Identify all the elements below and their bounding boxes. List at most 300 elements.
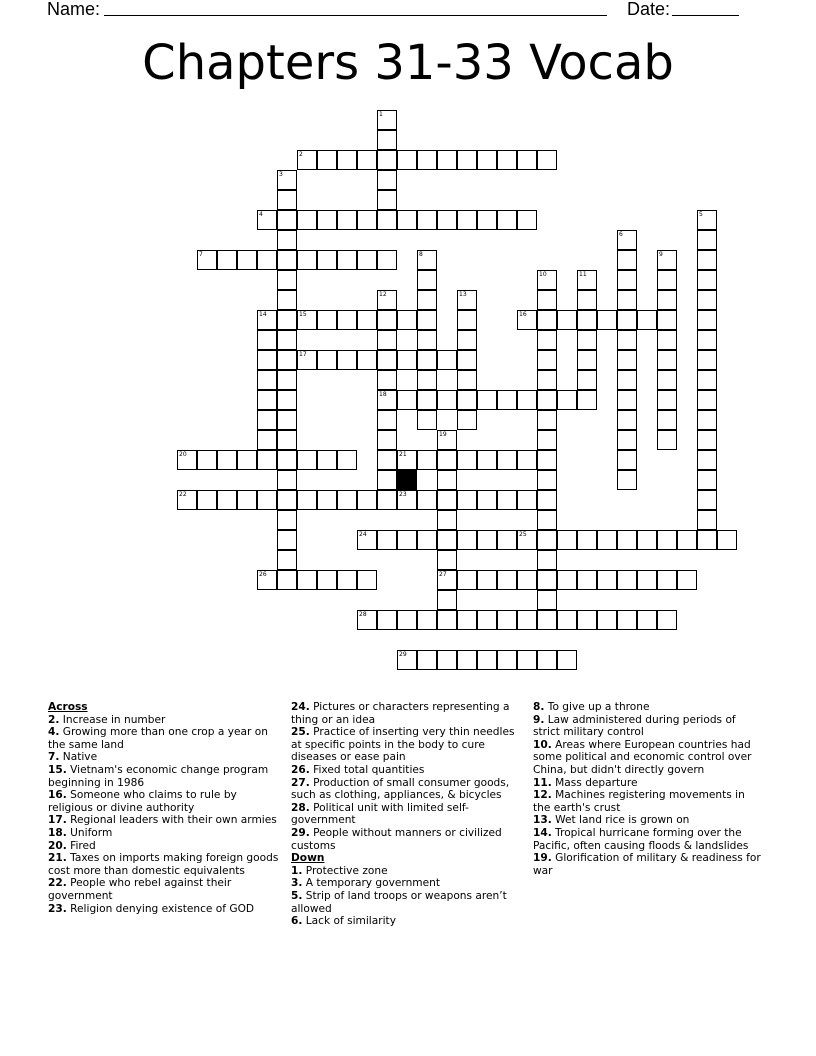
grid-cell[interactable] (237, 490, 257, 510)
grid-cell[interactable] (697, 530, 717, 550)
grid-cell[interactable] (417, 330, 437, 350)
grid-cell[interactable] (277, 350, 297, 370)
grid-cell[interactable] (257, 310, 277, 330)
grid-cell[interactable] (657, 370, 677, 390)
grid-cell[interactable] (697, 290, 717, 310)
grid-cell[interactable] (217, 250, 237, 270)
grid-cell[interactable] (217, 450, 237, 470)
grid-cell[interactable] (377, 150, 397, 170)
grid-cell[interactable] (197, 490, 217, 510)
clue-number: 27. (291, 776, 310, 789)
grid-cell[interactable] (697, 390, 717, 410)
grid-cell[interactable] (277, 410, 297, 430)
grid-cell[interactable] (537, 430, 557, 450)
grid-cell[interactable] (557, 570, 577, 590)
grid-cell[interactable] (317, 250, 337, 270)
grid-cell[interactable] (397, 650, 417, 670)
grid-cell[interactable] (537, 310, 557, 330)
grid-cell[interactable] (697, 430, 717, 450)
grid-cell[interactable] (277, 490, 297, 510)
grid-cell[interactable] (377, 250, 397, 270)
grid-cell[interactable] (697, 310, 717, 330)
grid-cell[interactable] (277, 330, 297, 350)
grid-cell[interactable] (517, 650, 537, 670)
grid-cell[interactable] (617, 370, 637, 390)
grid-cell[interactable] (377, 110, 397, 130)
grid-cell[interactable] (457, 390, 477, 410)
grid-cell[interactable] (617, 430, 637, 450)
grid-cell[interactable] (517, 570, 537, 590)
grid-cell[interactable] (577, 570, 597, 590)
grid-cell[interactable] (437, 570, 457, 590)
grid-cell[interactable] (437, 350, 457, 370)
grid-cell[interactable] (377, 210, 397, 230)
grid-cell[interactable] (697, 270, 717, 290)
grid-cell[interactable] (457, 370, 477, 390)
grid-cell[interactable] (617, 350, 637, 370)
grid-cell[interactable] (297, 490, 317, 510)
grid-cell[interactable] (477, 210, 497, 230)
grid-cell[interactable] (517, 530, 537, 550)
grid-cell[interactable] (617, 270, 637, 290)
grid-cell[interactable] (277, 230, 297, 250)
grid-cell[interactable] (437, 610, 457, 630)
grid-cell[interactable] (657, 530, 677, 550)
grid-cell[interactable] (637, 610, 657, 630)
grid-cell[interactable] (257, 490, 277, 510)
grid-cell[interactable] (537, 290, 557, 310)
grid-cell[interactable] (697, 410, 717, 430)
grid-cell[interactable] (277, 210, 297, 230)
grid-cell[interactable] (337, 310, 357, 330)
clue-number-label: 11 (579, 271, 587, 278)
grid-cell[interactable] (537, 350, 557, 370)
grid-cell[interactable] (277, 290, 297, 310)
grid-cell[interactable] (377, 450, 397, 470)
grid-cell[interactable] (377, 430, 397, 450)
grid-cell[interactable] (397, 210, 417, 230)
grid-cell[interactable] (277, 550, 297, 570)
grid-cell[interactable] (337, 570, 357, 590)
grid-cell[interactable] (537, 490, 557, 510)
grid-cell[interactable] (477, 610, 497, 630)
grid-cell[interactable] (417, 250, 437, 270)
grid-cell[interactable] (477, 570, 497, 590)
grid-cell[interactable] (317, 490, 337, 510)
grid-cell[interactable] (377, 530, 397, 550)
clue-number-label: 23 (399, 491, 407, 498)
clue-text: Areas where European countries had some political and economic control over China, but didn't directly govern (533, 738, 752, 776)
grid-cell[interactable] (257, 330, 277, 350)
grid-cell[interactable] (257, 410, 277, 430)
grid-cell[interactable] (617, 290, 637, 310)
grid-cell[interactable] (617, 310, 637, 330)
grid-cell[interactable] (357, 350, 377, 370)
grid-cell[interactable] (397, 450, 417, 470)
grid-cell[interactable] (417, 210, 437, 230)
grid-cell[interactable] (477, 450, 497, 470)
grid-cell[interactable] (457, 570, 477, 590)
grid-cell[interactable] (337, 250, 357, 270)
grid-cell[interactable] (277, 370, 297, 390)
grid-cell[interactable] (337, 350, 357, 370)
grid-cell[interactable] (697, 250, 717, 270)
grid-cell[interactable] (437, 390, 457, 410)
grid-cell[interactable] (317, 350, 337, 370)
grid-cell[interactable] (377, 330, 397, 350)
grid-cell[interactable] (257, 370, 277, 390)
grid-cell[interactable] (337, 150, 357, 170)
grid-cell[interactable] (497, 390, 517, 410)
grid-cell[interactable] (257, 390, 277, 410)
grid-cell[interactable] (657, 290, 677, 310)
grid-cell[interactable] (457, 650, 477, 670)
grid-cell[interactable] (357, 530, 377, 550)
across-clue (291, 802, 523, 827)
across-clue (291, 701, 523, 726)
grid-cell[interactable] (297, 570, 317, 590)
grid-cell[interactable] (437, 590, 457, 610)
down-heading: Down (291, 852, 325, 865)
grid-cell[interactable] (277, 430, 297, 450)
grid-cell[interactable] (457, 450, 477, 470)
grid-cell[interactable] (537, 610, 557, 630)
grid-cell[interactable] (457, 290, 477, 310)
grid-cell[interactable] (697, 330, 717, 350)
grid-cell[interactable] (617, 610, 637, 630)
grid-cell[interactable] (457, 410, 477, 430)
grid-cell[interactable] (637, 530, 657, 550)
grid-cell[interactable] (617, 410, 637, 430)
grid-cell[interactable] (697, 510, 717, 530)
grid-cell[interactable] (357, 250, 377, 270)
grid-cell[interactable] (437, 430, 457, 450)
grid-cell[interactable] (277, 190, 297, 210)
grid-cell[interactable] (617, 470, 637, 490)
grid-cell[interactable] (457, 150, 477, 170)
grid-cell[interactable] (237, 250, 257, 270)
grid-cell[interactable] (437, 470, 457, 490)
grid-cell[interactable] (657, 270, 677, 290)
clue-text: Protective zone (305, 864, 388, 877)
grid-cell[interactable] (397, 150, 417, 170)
grid-cell[interactable] (517, 150, 537, 170)
grid-cell[interactable] (197, 250, 217, 270)
grid-cell[interactable] (377, 490, 397, 510)
grid-cell[interactable] (657, 570, 677, 590)
grid-cell[interactable] (617, 230, 637, 250)
grid-cell[interactable] (357, 490, 377, 510)
grid-cell[interactable] (657, 610, 677, 630)
grid-cell[interactable] (277, 530, 297, 550)
grid-cell[interactable] (297, 310, 317, 330)
grid-cell[interactable] (537, 590, 557, 610)
grid-cell[interactable] (317, 150, 337, 170)
grid-cell[interactable] (497, 490, 517, 510)
grid-cell[interactable] (337, 450, 357, 470)
grid-cell[interactable] (277, 310, 297, 330)
grid-cell[interactable] (617, 250, 637, 270)
grid-cell[interactable] (277, 470, 297, 490)
grid-cell[interactable] (417, 530, 437, 550)
grid-cell[interactable] (577, 310, 597, 330)
grid-cell[interactable] (197, 450, 217, 470)
grid-cell[interactable] (437, 650, 457, 670)
grid-cell[interactable] (497, 610, 517, 630)
grid-cell[interactable] (417, 610, 437, 630)
grid-cell[interactable] (657, 410, 677, 430)
grid-cell[interactable] (697, 450, 717, 470)
grid-cell[interactable] (397, 310, 417, 330)
clue-number-label: 5 (699, 211, 703, 218)
grid-cell[interactable] (697, 370, 717, 390)
grid-cell[interactable] (417, 150, 437, 170)
grid-cell[interactable] (477, 390, 497, 410)
grid-cell[interactable] (317, 210, 337, 230)
grid-cell[interactable] (617, 450, 637, 470)
grid-cell[interactable] (377, 170, 397, 190)
grid-cell[interactable] (377, 390, 397, 410)
grid-cell[interactable] (277, 170, 297, 190)
grid-cell[interactable] (637, 570, 657, 590)
grid-cell[interactable] (457, 530, 477, 550)
grid-cell[interactable] (537, 470, 557, 490)
grid-cell[interactable] (257, 450, 277, 470)
grid-cell[interactable] (537, 270, 557, 290)
grid-cell[interactable] (537, 370, 557, 390)
grid-cell[interactable] (457, 310, 477, 330)
grid-cell[interactable] (257, 250, 277, 270)
grid-cell[interactable] (617, 330, 637, 350)
grid-cell[interactable] (637, 310, 657, 330)
grid-cell[interactable] (417, 410, 437, 430)
grid-cell[interactable] (317, 570, 337, 590)
grid-cell[interactable] (457, 610, 477, 630)
grid-cell[interactable] (277, 390, 297, 410)
clue-number: 7. (48, 751, 60, 764)
grid-cell[interactable] (417, 490, 437, 510)
clue-number: 24. (291, 701, 310, 713)
grid-cell[interactable] (357, 150, 377, 170)
grid-cell[interactable] (577, 290, 597, 310)
grid-cell[interactable] (697, 490, 717, 510)
grid-cell[interactable] (497, 570, 517, 590)
grid-cell[interactable] (437, 210, 457, 230)
grid-cell[interactable] (497, 650, 517, 670)
grid-cell[interactable] (577, 270, 597, 290)
grid-cell[interactable] (457, 350, 477, 370)
grid-cell[interactable] (517, 310, 537, 330)
grid-cell[interactable] (317, 450, 337, 470)
grid-cell[interactable] (397, 610, 417, 630)
grid-cell[interactable] (277, 570, 297, 590)
grid-cell[interactable] (257, 210, 277, 230)
grid-cell[interactable] (697, 210, 717, 230)
down-clue (291, 877, 523, 890)
grid-cell[interactable] (497, 450, 517, 470)
grid-cell[interactable] (577, 370, 597, 390)
grid-cell[interactable] (417, 290, 437, 310)
grid-cell[interactable] (497, 150, 517, 170)
grid-cell[interactable] (537, 390, 557, 410)
clue-text: Law administered during periods of strict military control (533, 713, 736, 739)
clue-text: To give up a throne (547, 701, 650, 713)
grid-cell[interactable] (357, 610, 377, 630)
grid-cell[interactable] (417, 270, 437, 290)
grid-cell[interactable] (357, 310, 377, 330)
grid-cell[interactable] (557, 530, 577, 550)
grid-cell[interactable] (577, 390, 597, 410)
grid-cell[interactable] (297, 350, 317, 370)
grid-cell[interactable] (217, 490, 237, 510)
grid-cell[interactable] (657, 250, 677, 270)
grid-cell[interactable] (537, 530, 557, 550)
grid-cell[interactable] (237, 450, 257, 470)
grid-cell[interactable] (577, 350, 597, 370)
grid-cell[interactable] (537, 410, 557, 430)
grid-cell[interactable] (417, 450, 437, 470)
grid-cell[interactable] (517, 390, 537, 410)
grid-cell[interactable] (617, 390, 637, 410)
grid-cell[interactable] (437, 450, 457, 470)
grid-cell[interactable] (517, 490, 537, 510)
grid-cell[interactable] (457, 330, 477, 350)
clue-number-label: 15 (299, 311, 307, 318)
grid-cell[interactable] (477, 530, 497, 550)
clue-number: 15. (48, 763, 67, 776)
grid-cell[interactable] (517, 210, 537, 230)
grid-cell[interactable] (257, 430, 277, 450)
grid-cell[interactable] (317, 310, 337, 330)
grid-cell[interactable] (277, 250, 297, 270)
grid-cell[interactable] (517, 450, 537, 470)
grid-cell[interactable] (377, 470, 397, 490)
date-label: Date: (627, 0, 671, 19)
down-clue (533, 739, 765, 777)
grid-cell[interactable] (277, 510, 297, 530)
grid-cell[interactable] (437, 510, 457, 530)
grid-cell[interactable] (437, 550, 457, 570)
grid-cell[interactable] (397, 390, 417, 410)
grid-cell[interactable] (337, 490, 357, 510)
grid-cell[interactable] (697, 230, 717, 250)
clue-number: 9. (533, 713, 545, 726)
grid-cell[interactable] (277, 450, 297, 470)
grid-cell[interactable] (457, 210, 477, 230)
grid-cell[interactable] (377, 410, 397, 430)
black-square (397, 470, 417, 490)
grid-cell[interactable] (697, 470, 717, 490)
grid-cell[interactable] (517, 610, 537, 630)
grid-cell[interactable] (677, 530, 697, 550)
grid-cell[interactable] (657, 330, 677, 350)
grid-cell[interactable] (557, 650, 577, 670)
grid-cell[interactable] (297, 210, 317, 230)
grid-cell[interactable] (597, 610, 617, 630)
grid-cell[interactable] (177, 450, 197, 470)
grid-cell[interactable] (357, 210, 377, 230)
grid-cell[interactable] (397, 490, 417, 510)
grid-cell[interactable] (417, 350, 437, 370)
grid-cell[interactable] (557, 310, 577, 330)
grid-cell[interactable] (537, 330, 557, 350)
grid-cell[interactable] (437, 530, 457, 550)
grid-cell[interactable] (437, 490, 457, 510)
grid-cell[interactable] (437, 150, 457, 170)
grid-cell[interactable] (537, 570, 557, 590)
grid-cell[interactable] (477, 650, 497, 670)
grid-cell[interactable] (657, 350, 677, 370)
grid-cell[interactable] (477, 490, 497, 510)
grid-cell[interactable] (697, 350, 717, 370)
grid-cell[interactable] (377, 370, 397, 390)
clue-number: 22. (48, 877, 67, 890)
grid-cell[interactable] (537, 150, 557, 170)
grid-cell[interactable] (417, 650, 437, 670)
grid-cell[interactable] (617, 530, 637, 550)
grid-cell[interactable] (377, 310, 397, 330)
grid-cell[interactable] (417, 310, 437, 330)
grid-cell[interactable] (557, 610, 577, 630)
grid-cell[interactable] (337, 210, 357, 230)
grid-cell[interactable] (297, 450, 317, 470)
clue-text: Uniform (70, 826, 113, 839)
grid-cell[interactable] (657, 310, 677, 330)
grid-cell[interactable] (577, 330, 597, 350)
grid-cell[interactable] (417, 390, 437, 410)
clue-text: Fixed total quantities (313, 763, 425, 776)
grid-cell[interactable] (717, 530, 737, 550)
grid-cell[interactable] (557, 390, 577, 410)
grid-cell[interactable] (677, 570, 697, 590)
grid-cell[interactable] (257, 350, 277, 370)
grid-cell[interactable] (537, 650, 557, 670)
grid-cell[interactable] (657, 430, 677, 450)
grid-cell[interactable] (377, 130, 397, 150)
grid-cell[interactable] (297, 150, 317, 170)
grid-cell[interactable] (497, 530, 517, 550)
grid-cell[interactable] (277, 270, 297, 290)
clue-text: Vietnam's economic change program beginning in 1986 (48, 763, 269, 789)
grid-cell[interactable] (177, 490, 197, 510)
grid-cell[interactable] (377, 290, 397, 310)
grid-cell[interactable] (537, 510, 557, 530)
grid-cell[interactable] (457, 490, 477, 510)
grid-cell[interactable] (657, 390, 677, 410)
grid-cell[interactable] (477, 150, 497, 170)
grid-cell[interactable] (397, 530, 417, 550)
clue-number: 18. (48, 826, 67, 839)
grid-cell[interactable] (377, 350, 397, 370)
grid-cell[interactable] (577, 610, 597, 630)
down-clue (533, 852, 765, 877)
grid-cell[interactable] (377, 610, 397, 630)
grid-cell[interactable] (417, 370, 437, 390)
grid-cell[interactable] (537, 450, 557, 470)
grid-cell[interactable] (537, 550, 557, 570)
grid-cell[interactable] (597, 530, 617, 550)
grid-cell[interactable] (617, 570, 637, 590)
grid-cell[interactable] (297, 250, 317, 270)
grid-cell[interactable] (397, 350, 417, 370)
grid-cell[interactable] (357, 570, 377, 590)
grid-cell[interactable] (597, 310, 617, 330)
grid-cell[interactable] (257, 570, 277, 590)
grid-cell[interactable] (597, 570, 617, 590)
grid-cell[interactable] (377, 190, 397, 210)
grid-cell[interactable] (497, 210, 517, 230)
grid-cell[interactable] (577, 530, 597, 550)
